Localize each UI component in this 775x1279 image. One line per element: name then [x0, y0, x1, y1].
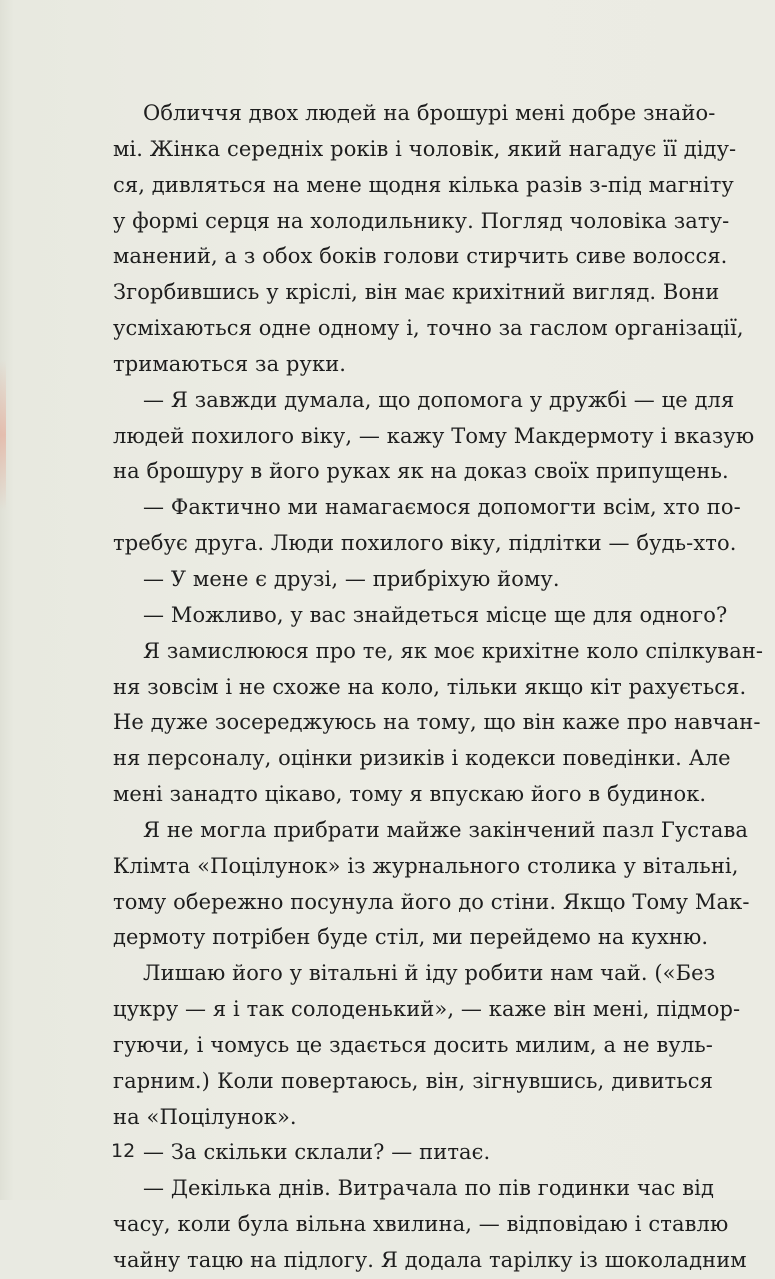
text-line: Я замислююся про те, як моє крихітне коло спілкуван- — [143, 638, 764, 663]
text-line: ся, дивляться на мене щодня кілька разів з-під магніту — [113, 172, 734, 197]
text-line: тримаються за руки. — [113, 351, 347, 376]
text-line: цукру — я і так солоденький», — каже він мені, підмор- — [113, 997, 741, 1022]
page-edge-shadow — [0, 360, 6, 510]
text-line: Обличчя двох людей на брошурі мені добре знайо- — [143, 101, 716, 125]
text-line: — У мене є друзі, — прибріхую йому. — [143, 566, 560, 591]
text-line: мені занадто цікаво, тому я впускаю його в будинок. — [113, 782, 707, 807]
text-line: ня персоналу, оцінки ризиків і кодекси поведінки. Але — [113, 746, 731, 771]
text-line: Я не могла прибрати майже закінчений пазл Густава — [143, 817, 749, 842]
text-line: ня зовсім і не схоже на коло, тільки якщо кіт рахується. — [113, 674, 747, 699]
text-line: — Декілька днів. Витрачала по пів годинки час від — [143, 1176, 714, 1201]
text-line: манений, а з обох боків голови стирчить сиве волосся. — [113, 244, 728, 269]
text-line: чайну тацю на підлогу. Я додала тарілку із шоколадним — [113, 1248, 747, 1272]
text-line: — Я завжди думала, що допомога у дружбі — це для — [143, 387, 735, 412]
text-line: усміхаються одне одному і, точно за гаслом організації, — [113, 316, 744, 341]
text-line: требує друга. Люди похилого віку, підлітки — будь-хто. — [113, 531, 737, 556]
text-line: Згорбившись у кріслі, він має крихітний вигляд. Вони — [113, 280, 720, 305]
text-line: дермоту потрібен буде стіл, ми перейдемо на кухню. — [113, 925, 709, 950]
page-number: 12 — [111, 1140, 136, 1162]
text-line: тому обережно посунула його до стіни. Якщо Тому Мак- — [113, 889, 750, 914]
text-line: — Фактично ми намагаємося допомогти всім, хто по- — [143, 495, 741, 520]
text-line: у формі серця на холодильнику. Погляд чоловіка зату- — [113, 208, 730, 233]
text-line: гарним.) Коли повертаюсь, він, зігнувшись, дивиться — [113, 1068, 713, 1093]
text-line: гуючи, і чомусь це здається досить милим, а не вуль- — [113, 1032, 713, 1057]
text-line: Лишаю його у вітальні й іду робити нам чай. («Без — [143, 961, 716, 986]
text-line: Не дуже зосереджуюсь на тому, що він каже про навчан- — [113, 710, 761, 735]
text-line: мі. Жінка середніх років і чоловік, який нагадує її діду- — [113, 136, 737, 161]
body-text — [113, 96, 764, 1279]
text-line: на брошуру в його руках як на доказ своїх припущень. — [113, 459, 729, 484]
text-line: на «Поцілунок». — [113, 1104, 297, 1129]
text-line: Клімта «Поцілунок» із журнального столика у вітальні, — [113, 853, 739, 878]
text-line: часу, коли була вільна хвилина, — відповідаю і ставлю — [113, 1212, 729, 1237]
text-line: людей похилого віку, — кажу Тому Макдермоту і вказую — [113, 423, 755, 448]
text-line: — За скільки склали? — питає. — [143, 1140, 491, 1165]
text-line: — Можливо, у вас знайдеться місце ще для одного? — [143, 602, 728, 627]
